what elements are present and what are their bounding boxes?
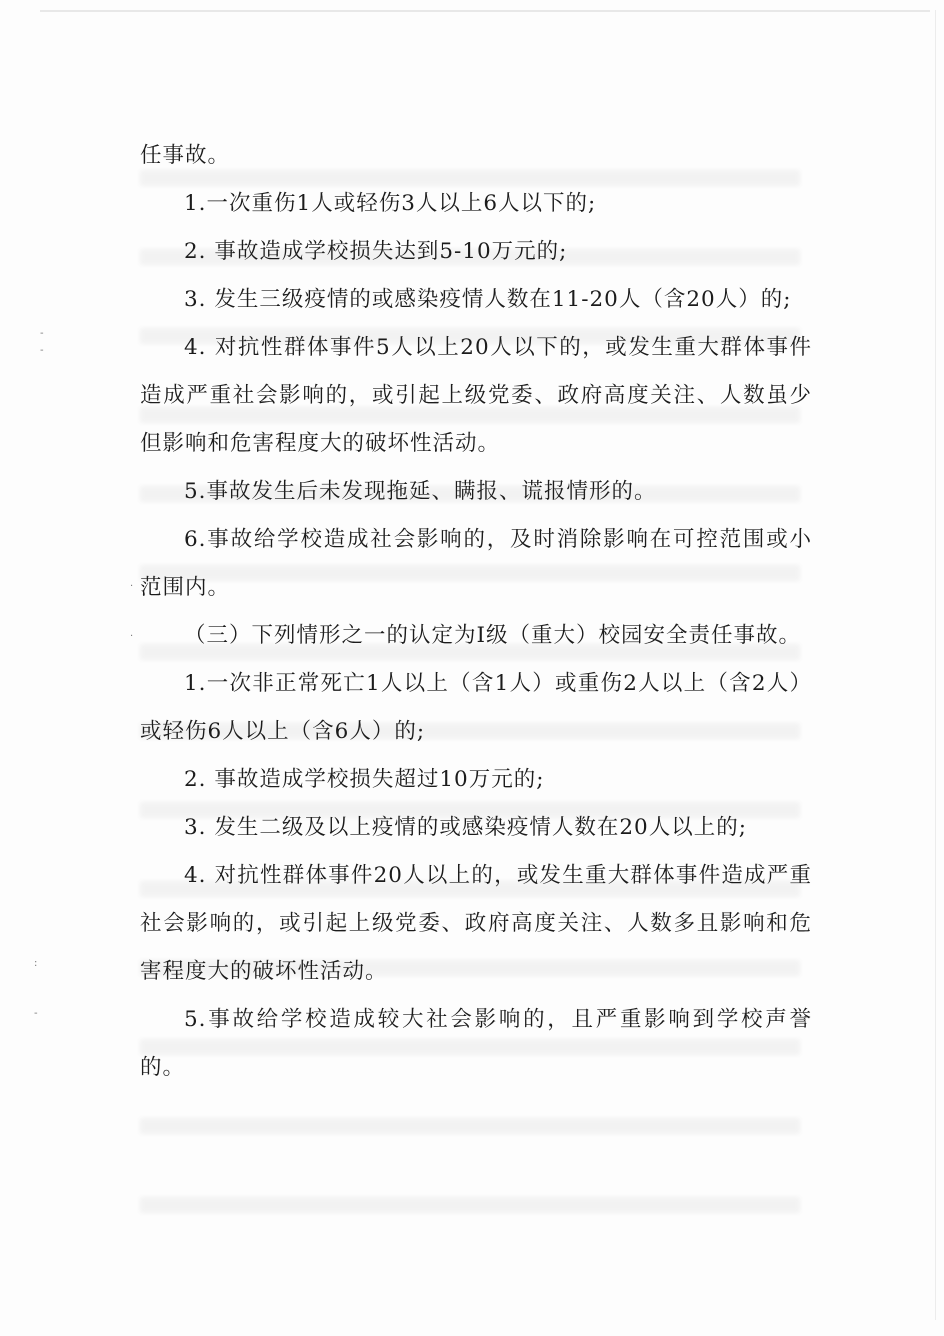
paragraph: （三）下列情形之一的认定为I级（重大）校园安全责任事故。 <box>184 623 801 648</box>
margin-dot: - <box>34 1008 38 1019</box>
scan-edge-top <box>40 10 930 12</box>
margin-dot: : <box>34 958 38 969</box>
paragraph: 4. 对抗性群体事件20人以上的，或发生重大群体事件造成严重社会影响的，或引起上级党委、政府高度关注、人数多且影响和危害程度大的破坏性活动。 <box>140 863 812 984</box>
paragraph: 6.事故给学校造成社会影响的，及时消除影响在可控范围或小范围内。 <box>140 527 812 600</box>
document-body <box>140 132 812 1092</box>
paragraph: 1.一次重伤1人或轻伤3人以上6人以下的; <box>184 191 597 216</box>
paragraph: 3. 发生二级及以上疫情的或感染疫情人数在20人以上的; <box>184 815 747 840</box>
margin-dot: . <box>130 628 134 639</box>
paragraph: 任事故。 <box>140 143 231 168</box>
paragraph: 5.事故发生后未发现拖延、瞒报、谎报情形的。 <box>184 479 657 504</box>
paragraph: 3. 发生三级疫情的或感染疫情人数在11-20人（含20人）的; <box>184 287 792 312</box>
margin-dot: - <box>40 328 44 339</box>
margin-dot: . <box>130 578 134 589</box>
paragraph: 2. 事故造成学校损失达到5-10万元的; <box>184 239 568 264</box>
paragraph: 5.事故给学校造成较大社会影响的，且严重影响到学校声誉的。 <box>140 1007 812 1080</box>
margin-dot: - <box>40 345 44 356</box>
scan-edge-right <box>935 10 936 1320</box>
paragraph: 2. 事故造成学校损失超过10万元的; <box>184 767 545 792</box>
paragraph: 4. 对抗性群体事件5人以上20人以下的，或发生重大群体事件造成严重社会影响的，或引起上级党委、政府高度关注、人数虽少但影响和危害程度大的破坏性活动。 <box>140 335 812 456</box>
paragraph: 1.一次非正常死亡1人以上（含1人）或重伤2人以上（含2人）或轻伤6人以上（含6人）的; <box>140 671 812 744</box>
